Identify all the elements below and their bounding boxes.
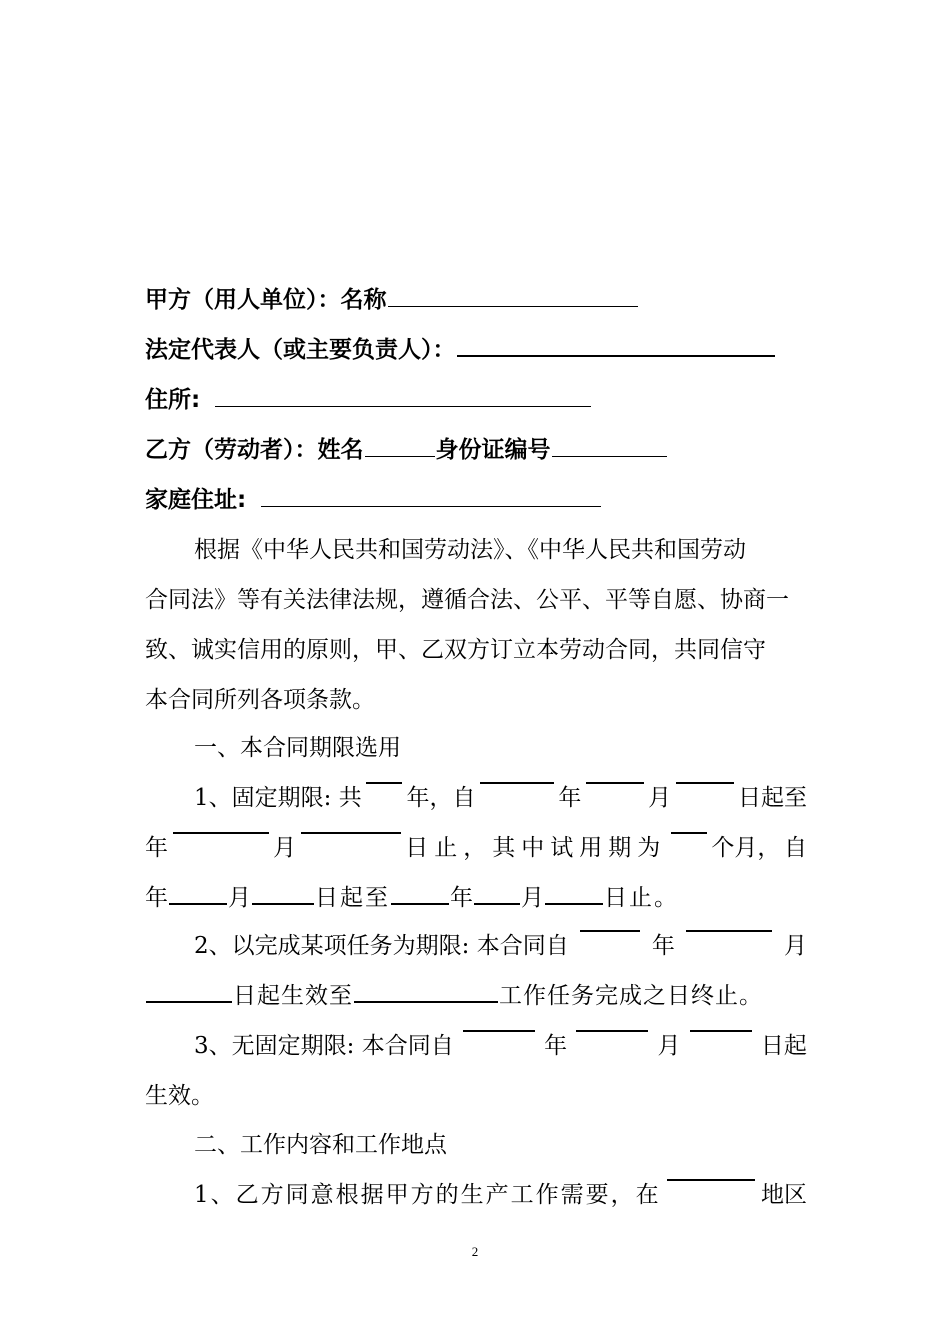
legal-rep-line <box>145 330 807 370</box>
task-text: 年 <box>651 933 675 959</box>
preamble-line: 根据《中华人民共和国劳动法》、《中华人民共和国劳动 <box>194 537 746 563</box>
open-start-month-field[interactable] <box>576 1026 648 1032</box>
party-b-label: 乙方（劳动者）：姓名 <box>145 437 364 463</box>
section-1-title: 一、本合同期限选用 <box>194 735 401 761</box>
task-term-line-1 <box>194 926 807 966</box>
legal-rep-label: 法定代表人（或主要负责人）： <box>145 337 456 363</box>
probation-end-year-field[interactable] <box>474 899 520 905</box>
task-term-line-2 <box>145 976 807 1016</box>
task-start-month-field[interactable] <box>686 926 772 932</box>
probation-start-day-field[interactable] <box>391 899 449 905</box>
party-b-line <box>145 430 807 470</box>
preamble-line: 致、诚实信用的原则，甲、乙双方订立本劳动合同，共同信守 <box>145 637 766 663</box>
fixed-start-month-field[interactable] <box>586 778 644 784</box>
fixed-term-line-2 <box>145 828 807 868</box>
fixed-text: 日起至 <box>315 885 390 911</box>
task-text: 工作任务完成之日终止。 <box>499 983 763 1009</box>
legal-rep-field[interactable] <box>457 351 775 357</box>
work-location-line <box>194 1175 807 1215</box>
task-name-field[interactable] <box>354 997 498 1003</box>
open-start-day-field[interactable] <box>690 1026 752 1032</box>
fixed-text: 年 <box>145 885 168 911</box>
section-2-title: 二、工作内容和工作地点 <box>194 1132 447 1158</box>
fixed-text: 月 <box>521 885 544 911</box>
fixed-text: 日止。 <box>604 885 679 911</box>
probation-end-month-field[interactable] <box>545 899 603 905</box>
fixed-text: 日止，其中试用期为 <box>405 835 667 861</box>
fixed-text: 日起至 <box>737 785 807 811</box>
open-text: 年 <box>544 1033 568 1059</box>
task-start-day-field[interactable] <box>146 997 232 1003</box>
task-text: 2、以完成某项任务为期限: 本合同自 <box>194 933 569 959</box>
open-text: 3、无固定期限: 本合同自 <box>194 1033 454 1059</box>
work-location-text: 地区 <box>760 1182 807 1208</box>
probation-start-year-field[interactable] <box>169 899 227 905</box>
home-address-label: 家庭住址: <box>145 487 247 513</box>
id-label: 身份证编号 <box>435 437 551 463</box>
open-start-year-field[interactable] <box>463 1026 535 1032</box>
fixed-text: 自 <box>783 835 807 861</box>
fixed-text: 年 <box>145 835 168 861</box>
fixed-text: 月 <box>228 885 251 911</box>
task-text: 月 <box>783 933 807 959</box>
work-region-field[interactable] <box>667 1175 755 1181</box>
id-number-field[interactable] <box>552 452 667 457</box>
fixed-end-month-field[interactable] <box>301 828 401 834</box>
preamble-line: 本合同所列各项条款。 <box>145 687 375 713</box>
open-text: 日起 <box>760 1033 807 1059</box>
address-label: 住所: <box>145 387 201 413</box>
open-term-line-1 <box>194 1026 807 1066</box>
party-a-name-line <box>145 280 807 320</box>
party-a-name-field[interactable] <box>388 302 638 307</box>
fixed-term-line-3 <box>145 878 807 918</box>
fixed-text: 月 <box>273 835 297 861</box>
fixed-start-day-field[interactable] <box>676 778 734 784</box>
fixed-years-field[interactable] <box>366 778 402 784</box>
fixed-text: 月 <box>648 785 672 811</box>
fixed-end-year-field[interactable] <box>173 828 269 834</box>
open-text: 月 <box>657 1033 681 1059</box>
fixed-text: 个月， <box>711 835 781 861</box>
party-b-name-field[interactable] <box>365 452 435 457</box>
fixed-text: 年 <box>558 785 582 811</box>
fixed-text: 年 <box>450 885 473 911</box>
home-address-field[interactable] <box>261 502 601 507</box>
fixed-text: 1、固定期限: 共 <box>194 785 362 811</box>
probation-start-month-field[interactable] <box>252 899 314 905</box>
address-line <box>145 380 807 420</box>
task-text: 日起生效至 <box>233 983 353 1009</box>
fixed-start-year-field[interactable] <box>480 778 554 784</box>
page-number: 2 <box>471 1244 479 1259</box>
task-start-year-field[interactable] <box>580 926 640 932</box>
open-term-line-2: 生效。 <box>145 1083 214 1109</box>
work-location-text: 1、乙方同意根据甲方的生产工作需要，在 <box>194 1182 661 1208</box>
party-a-label: 甲方（用人单位）：名称 <box>145 287 387 313</box>
address-field[interactable] <box>215 402 591 407</box>
probation-months-field[interactable] <box>671 828 707 834</box>
home-address-line <box>145 480 807 520</box>
fixed-term-line-1 <box>194 778 807 818</box>
preamble-line: 合同法》等有关法律法规，遵循合法、公平、平等自愿、协商一 <box>145 587 789 613</box>
fixed-text: 年，自 <box>406 785 476 811</box>
